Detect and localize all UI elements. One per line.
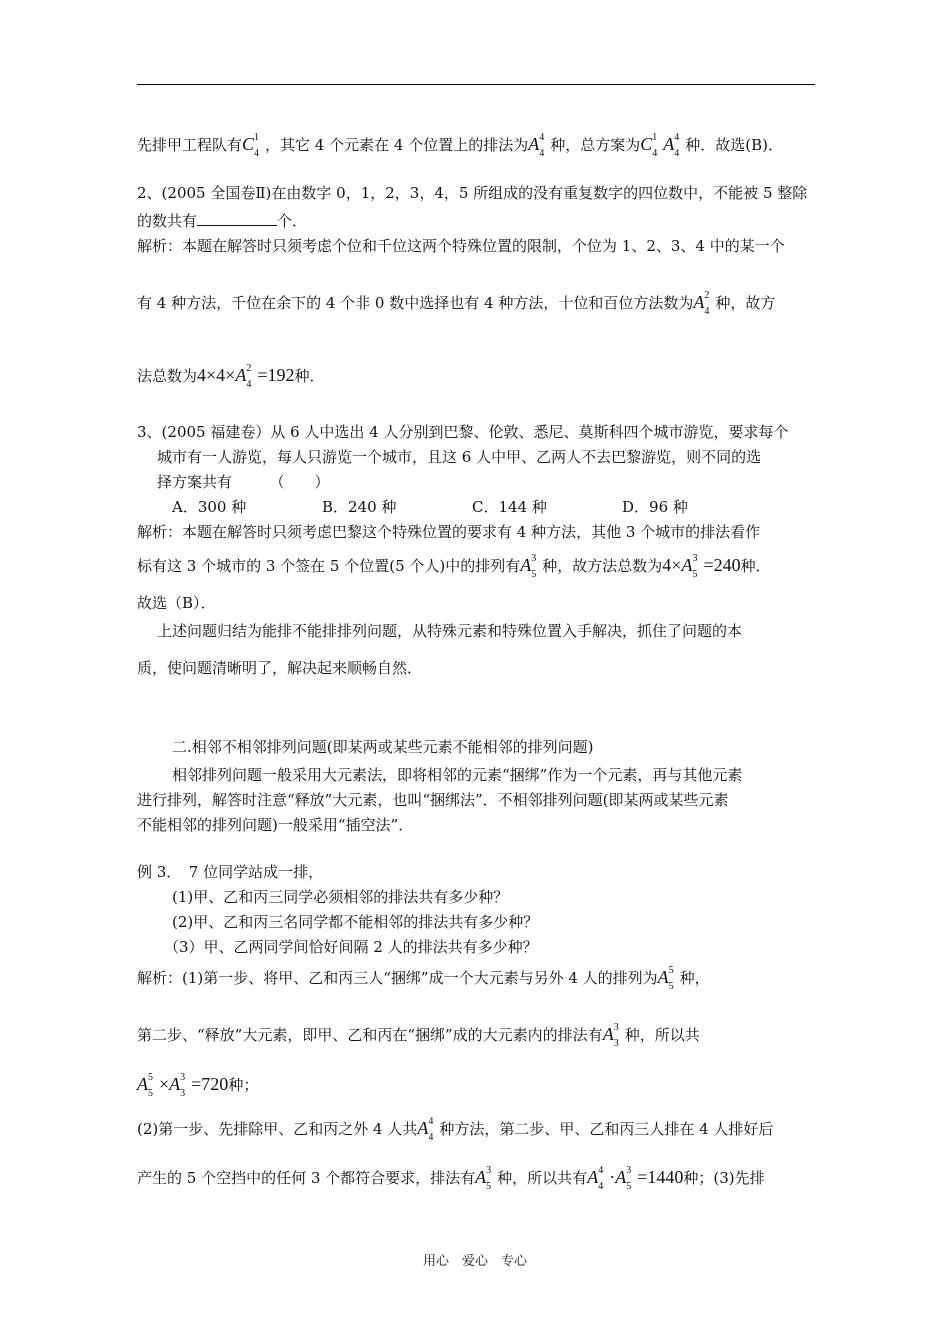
- line-6: 法总数为4×4×A 2 4 =192种．: [137, 363, 325, 390]
- example-3: 例 3． 7 位同学站成一排，: [137, 863, 324, 881]
- line-11: 标有这 3 个城市的 3 个签在 5 个位置(5 个人)中的排列有A 3 5 种，故方法总数为4×A 3 5 =240种．: [137, 553, 771, 580]
- line-2: 2、(2005 全国卷Ⅱ)在由数字 0，1，2，3，4，5 所组成的没有重复数字的四位数中，不能被 5 整除: [137, 184, 808, 202]
- line-12: 故选（B）．: [137, 594, 216, 612]
- line-8: 城市有一人游览，每人只游览一个城市，且这 6 人中甲、乙两人不去巴黎游览，则不同的选: [157, 448, 762, 466]
- line-4: 解析：本题在解答时只须考虑个位和千位这两个特殊位置的限制，个位为 1、2、3、4 中的某一个: [137, 237, 785, 255]
- line-18: 不能相邻的排列问题)一般采用“插空法”．: [137, 816, 414, 834]
- math-script: 1 4: [254, 132, 260, 159]
- option-a[interactable]: A．300 种: [172, 498, 247, 516]
- line-14: 质，使问题清晰明了，解决起来顺畅自然．: [137, 659, 423, 677]
- option-d[interactable]: D．96 种: [622, 498, 688, 516]
- line-9: 择方案共有 （ ）: [157, 473, 330, 491]
- section-heading: 二.相邻不相邻排列问题(即某两或某些元素不能相邻的排列问题): [172, 738, 594, 756]
- line-10: 解析：本题在解答时只须考虑巴黎这个特殊位置的要求有 4 种方法，其他 3 个城市的排法看作: [137, 523, 761, 541]
- option-c[interactable]: C．144 种: [472, 498, 547, 516]
- line-26: (2)第一步、先排除甲、乙和丙之外 4 人共A 4 4 种方法，第二步、甲、乙和丙三人排在 4 人排好后: [137, 1116, 774, 1143]
- math-c: C: [242, 134, 255, 154]
- line-1: 先排甲工程队有C 1 4 ，其它 4 个元素在 4 个位置上的排法为A 4 4 种，总方案为C 1 4 A 4 4 种．故选(B)．: [137, 132, 783, 159]
- answer-blank[interactable]: [197, 211, 277, 226]
- header-rule: [137, 84, 815, 85]
- line-27: 产生的 5 个空挡中的任何 3 个都符合要求，排法有A 3 5 种，所以共有A 4 4 ·A 3 5 =1440种；(3)先排: [137, 1165, 765, 1192]
- line-17: 进行排列，解答时注意“释放”大元素，也叫“捆绑法”．不相邻排列问题(即某两或某些元素: [137, 791, 729, 809]
- line-13: 上述问题归结为能排不能排排列问题，从特殊元素和特殊位置入手解决，抓住了问题的本: [157, 622, 743, 640]
- line-25: A 5 5 ×A 3 3 =720种；: [137, 1072, 259, 1099]
- line-16: 相邻排列问题一般采用大元素法，即将相邻的元素“捆绑”作为一个元素，再与其他元素: [172, 766, 743, 784]
- options-row: [172, 497, 772, 517]
- line-24: 第二步、“释放”大元素，即甲、乙和丙在“捆绑”成的大元素内的排法有A 3 3 种，所以共: [137, 1022, 700, 1049]
- line-3: 的数共有 个．: [137, 212, 308, 230]
- question-2: (2)甲、乙和丙三名同学都不能相邻的排法共有多少种？: [172, 913, 539, 931]
- page-footer: 用心 爱心 专心: [422, 1254, 527, 1269]
- question-3: （3）甲、乙两同学间恰好间隔 2 人的排法共有多少种？: [164, 938, 538, 956]
- line-7: 3、(2005 福建卷）从 6 人中选出 4 人分别到巴黎、伦敦、悉尼、莫斯科四个城市游览，要求每个: [137, 423, 789, 441]
- question-1: (1)甲、乙和丙三同学必须相邻的排法共有多少种？: [172, 888, 509, 906]
- option-b[interactable]: B．240 种: [322, 498, 397, 516]
- line-5: 有 4 种方法，千位在余下的 4 个非 0 数中选择也有 4 种方法，十位和百位方法数为A 2 4 种，故方: [137, 290, 776, 317]
- line-23: 解析：(1)第一步、将甲、乙和丙三人“捆绑”成一个大元素与另外 4 人的排列为A 5 5 种，: [137, 965, 710, 992]
